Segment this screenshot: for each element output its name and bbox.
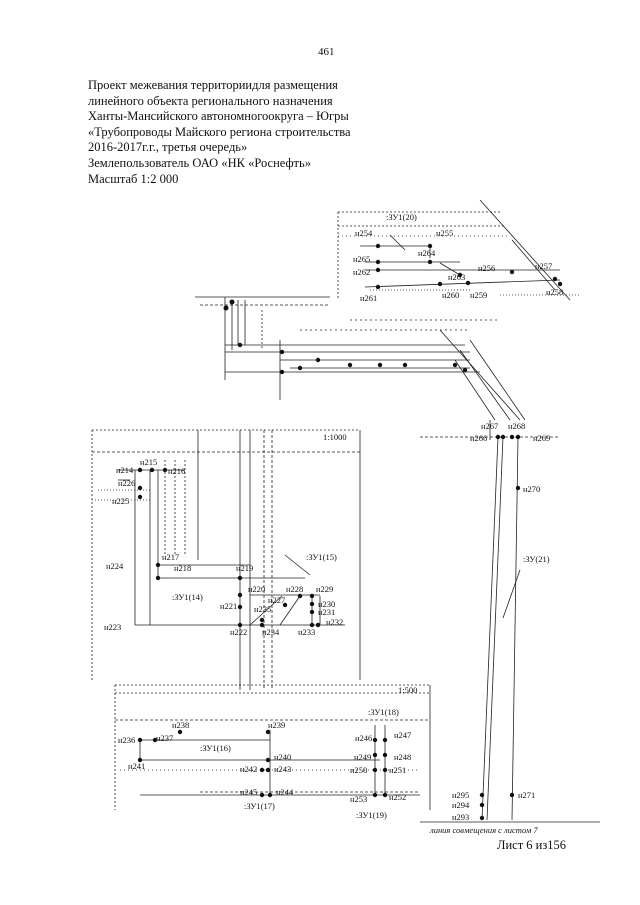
point-label: н223: [104, 622, 122, 632]
point-label: н258: [546, 287, 564, 297]
point-label: н214: [116, 465, 134, 475]
point-label: н222: [230, 627, 248, 637]
point-label: н243: [274, 764, 292, 774]
point-label: н268: [508, 421, 526, 431]
point-label: н218: [174, 563, 192, 573]
sheet-number: Лист 6 из156: [497, 838, 567, 852]
point-label: н225: [112, 496, 130, 506]
point-label: н247: [394, 730, 412, 740]
point-label: н253: [350, 794, 368, 804]
point-label: н259: [470, 290, 488, 300]
point-label: н224: [106, 561, 124, 571]
point-label: н234: [262, 627, 280, 637]
point-label: н228: [286, 584, 304, 594]
point-label: н227: [268, 595, 286, 605]
plot-label: :ЗУ1(20): [386, 212, 417, 222]
point-label: н244: [276, 787, 294, 797]
point-label: н230: [318, 599, 336, 609]
point-label: н263: [448, 272, 466, 282]
point-label: н257: [535, 261, 553, 271]
point-label: н252: [389, 792, 407, 802]
point-label: н265: [353, 254, 371, 264]
point-label: н266: [470, 433, 488, 443]
header-line: линейного объекта регионального назначения: [88, 93, 333, 108]
point-label: н216: [168, 466, 186, 476]
plot-label: :ЗУ1(16): [200, 743, 231, 753]
plot-label: :ЗУ1(18): [368, 707, 399, 717]
header-scale: Масштаб 1:2 000: [88, 171, 179, 186]
point-label: н220: [248, 584, 266, 594]
point-label: н236: [118, 735, 136, 745]
scale-label: 1:1000: [323, 432, 347, 442]
point-label: н249: [354, 752, 372, 762]
point-label: н270: [523, 484, 541, 494]
point-label: н269: [533, 433, 551, 443]
point-label: н242: [240, 764, 258, 774]
point-label: н231: [318, 607, 336, 617]
point-label: н254: [355, 228, 373, 238]
point-label: н250: [350, 765, 368, 775]
point-label: н233: [298, 627, 316, 637]
point-label: н294: [452, 800, 470, 810]
header-line: Ханты-Мансийского автономногоокруга – Югры: [88, 109, 349, 124]
point-label: н264: [418, 248, 436, 258]
point-label: н232: [326, 617, 344, 627]
point-label: н219: [236, 563, 254, 573]
header-line: Проект межевания территориидля размещения: [88, 78, 338, 92]
header-line: «Трубопроводы Майского региона строительства: [88, 124, 351, 139]
point-label: н245: [240, 787, 258, 797]
point-label: н215: [140, 457, 158, 467]
point-label: н235: [254, 604, 272, 614]
point-label: н295: [452, 790, 470, 800]
point-label: н293: [452, 812, 470, 822]
point-label: н217: [162, 552, 180, 562]
point-label: н251: [389, 765, 407, 775]
point-label: н226: [118, 478, 136, 488]
header-line: 2016-2017г.г., третья очередь»: [88, 140, 248, 155]
plot-label: :ЗУ(21): [523, 554, 550, 564]
point-label: н237: [156, 733, 174, 743]
point-label: н248: [394, 752, 412, 762]
point-label: н239: [268, 720, 286, 730]
page-number: 461: [318, 46, 335, 58]
point-label: н261: [360, 293, 378, 303]
plot-label: :ЗУ1(15): [306, 552, 337, 562]
point-label: н221: [220, 601, 238, 611]
point-label: н229: [316, 584, 334, 594]
point-label: н256: [478, 263, 496, 273]
point-label: н255: [436, 228, 454, 238]
point-label: н241: [128, 761, 146, 771]
plot-label: :ЗУ1(19): [356, 810, 387, 820]
point-label: н240: [274, 752, 292, 762]
scale-label: 1:500: [398, 685, 418, 695]
point-label: н260: [442, 290, 460, 300]
header-line: Землепользователь ОАО «НК «Роснефть»: [88, 155, 311, 170]
point-label: н246: [355, 733, 373, 743]
point-label: н238: [172, 720, 190, 730]
point-label: н271: [518, 790, 536, 800]
point-label: н262: [353, 267, 371, 277]
match-line-label: линия совмещения с листом 7: [430, 825, 538, 835]
point-label: н267: [481, 421, 499, 431]
plot-label: :ЗУ1(14): [172, 592, 203, 602]
plot-label: :ЗУ1(17): [244, 801, 275, 811]
